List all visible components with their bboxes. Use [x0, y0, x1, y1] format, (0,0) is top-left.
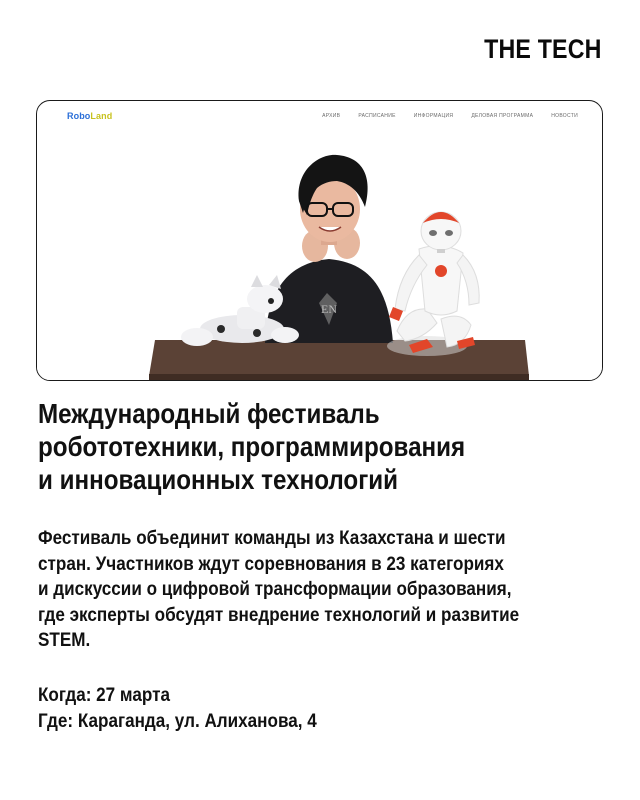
brand-logo: THE TECH — [484, 34, 602, 64]
logo-land: Land — [90, 111, 113, 121]
table — [149, 340, 529, 381]
nav-item-info[interactable]: ИНФОРМАЦИЯ — [413, 113, 454, 119]
event-details — [38, 683, 614, 734]
description — [38, 526, 614, 654]
shirt-print: EN — [321, 302, 337, 316]
description-line: стран. Участников ждут соревнования в 23 категориях — [38, 553, 504, 575]
headline-line: и инновационных технологий — [38, 464, 399, 495]
headline-line: робототехники, программирования — [38, 431, 466, 462]
nav-item-business-program[interactable]: ДЕЛОВАЯ ПРОГРАММА — [471, 113, 534, 119]
nav-item-news[interactable]: НОВОСТИ — [551, 113, 578, 119]
hero-image — [37, 131, 602, 381]
headline-line: Международный фестиваль — [38, 398, 380, 429]
description-line: и дискуссии о цифровой трансформации образования, — [38, 579, 512, 600]
site-logo[interactable] — [67, 111, 112, 121]
nav-item-archive[interactable]: АРХИВ — [322, 113, 341, 119]
logo-robo: Robo — [67, 111, 91, 121]
description-line: STEM. — [38, 630, 91, 651]
site-nav — [322, 113, 578, 119]
website-screenshot — [36, 100, 603, 381]
nav-item-schedule[interactable]: РАСПИСАНИЕ — [358, 113, 396, 119]
headline — [38, 397, 601, 496]
description-line: Фестиваль объединит команды из Казахстана и шести — [38, 528, 506, 549]
site-header — [37, 101, 602, 131]
event-location: Где: Караганда, ул. Алиханова, 4 — [38, 710, 317, 732]
event-date: Когда: 27 марта — [38, 685, 170, 706]
description-line: где эксперты обсудят внедрение технологий и развитие — [38, 604, 520, 626]
